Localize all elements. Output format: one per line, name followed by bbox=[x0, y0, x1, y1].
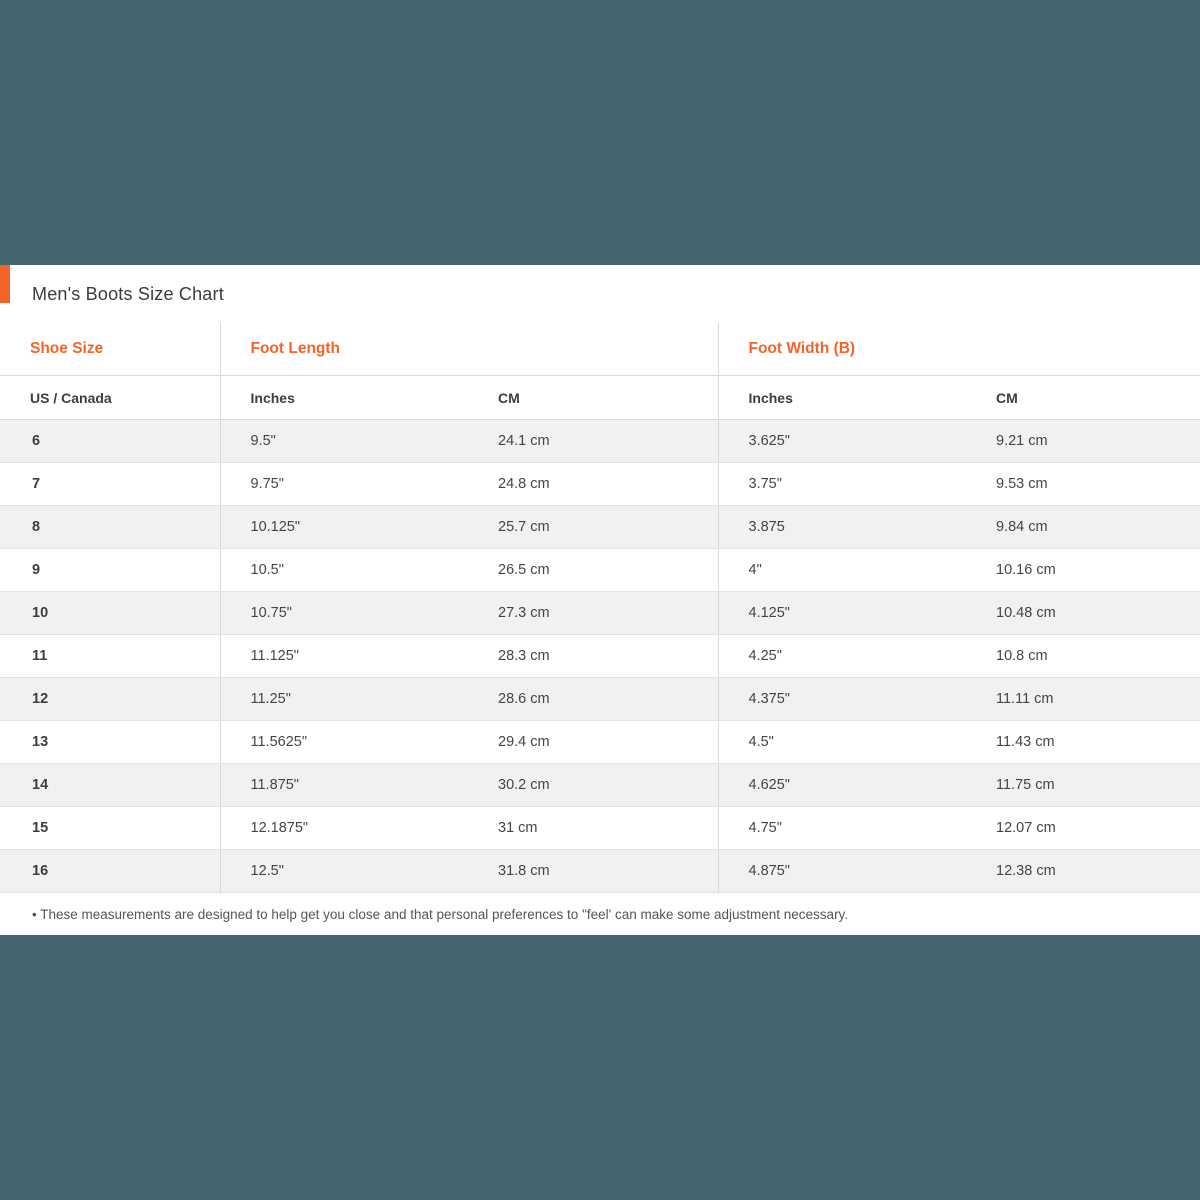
cell-length-inches: 10.125" bbox=[220, 506, 468, 549]
cell-length-cm: 31 cm bbox=[468, 807, 718, 850]
cell-length-inches: 11.5625" bbox=[220, 721, 468, 764]
table-row bbox=[0, 506, 1200, 549]
table-row bbox=[0, 678, 1200, 721]
table-row bbox=[0, 463, 1200, 506]
cell-width-inches: 4.625" bbox=[718, 764, 966, 807]
size-chart-panel bbox=[0, 265, 1200, 935]
table-row bbox=[0, 635, 1200, 678]
table-row bbox=[0, 807, 1200, 850]
cell-length-cm: 30.2 cm bbox=[468, 764, 718, 807]
cell-width-inches: 4.125" bbox=[718, 592, 966, 635]
table-row bbox=[0, 420, 1200, 463]
sub-header-length-inches: Inches bbox=[220, 376, 468, 420]
cell-length-inches: 10.75" bbox=[220, 592, 468, 635]
cell-length-inches: 12.1875" bbox=[220, 807, 468, 850]
cell-length-cm: 31.8 cm bbox=[468, 850, 718, 893]
cell-length-inches: 11.25" bbox=[220, 678, 468, 721]
table-group-header-row bbox=[0, 323, 1200, 376]
cell-length-cm: 24.8 cm bbox=[468, 463, 718, 506]
table-row bbox=[0, 764, 1200, 807]
cell-length-cm: 24.1 cm bbox=[468, 420, 718, 463]
cell-width-cm: 10.16 cm bbox=[966, 549, 1200, 592]
cell-shoe-size: 14 bbox=[0, 764, 220, 807]
group-header-foot-length: Foot Length bbox=[220, 323, 718, 376]
cell-width-cm: 10.48 cm bbox=[966, 592, 1200, 635]
cell-length-cm: 28.3 cm bbox=[468, 635, 718, 678]
cell-width-inches: 4.5" bbox=[718, 721, 966, 764]
cell-shoe-size: 9 bbox=[0, 549, 220, 592]
cell-length-cm: 27.3 cm bbox=[468, 592, 718, 635]
sub-header-us-canada: US / Canada bbox=[0, 376, 220, 420]
footnote: • These measurements are designed to help get you close and that personal preferences to "feel' can make some adjustment necessary. bbox=[32, 907, 849, 922]
cell-width-inches: 4.875" bbox=[718, 850, 966, 893]
cell-shoe-size: 6 bbox=[0, 420, 220, 463]
cell-length-inches: 9.5" bbox=[220, 420, 468, 463]
cell-length-inches: 9.75" bbox=[220, 463, 468, 506]
cell-length-inches: 11.125" bbox=[220, 635, 468, 678]
cell-width-cm: 10.8 cm bbox=[966, 635, 1200, 678]
table-row bbox=[0, 549, 1200, 592]
cell-width-inches: 4" bbox=[718, 549, 966, 592]
cell-length-inches: 12.5" bbox=[220, 850, 468, 893]
cell-length-cm: 25.7 cm bbox=[468, 506, 718, 549]
cell-length-cm: 29.4 cm bbox=[468, 721, 718, 764]
table-row bbox=[0, 721, 1200, 764]
cell-width-cm: 11.43 cm bbox=[966, 721, 1200, 764]
sub-header-width-cm: CM bbox=[966, 376, 1200, 420]
cell-length-inches: 10.5" bbox=[220, 549, 468, 592]
page-title: Men's Boots Size Chart bbox=[32, 283, 224, 304]
panel-title-row bbox=[0, 265, 1200, 323]
cell-length-cm: 28.6 cm bbox=[468, 678, 718, 721]
table-row bbox=[0, 850, 1200, 893]
cell-shoe-size: 13 bbox=[0, 721, 220, 764]
cell-width-cm: 9.21 cm bbox=[966, 420, 1200, 463]
cell-shoe-size: 16 bbox=[0, 850, 220, 893]
cell-width-cm: 9.53 cm bbox=[966, 463, 1200, 506]
cell-shoe-size: 15 bbox=[0, 807, 220, 850]
cell-width-cm: 12.07 cm bbox=[966, 807, 1200, 850]
cell-width-inches: 3.875 bbox=[718, 506, 966, 549]
cell-width-inches: 3.75" bbox=[718, 463, 966, 506]
group-header-foot-width: Foot Width (B) bbox=[718, 323, 1200, 376]
size-chart-table bbox=[0, 323, 1200, 893]
cell-width-inches: 4.75" bbox=[718, 807, 966, 850]
cell-shoe-size: 7 bbox=[0, 463, 220, 506]
cell-length-inches: 11.875" bbox=[220, 764, 468, 807]
table-row bbox=[0, 592, 1200, 635]
cell-width-cm: 11.75 cm bbox=[966, 764, 1200, 807]
accent-bar bbox=[0, 265, 10, 303]
cell-width-inches: 4.25" bbox=[718, 635, 966, 678]
cell-width-inches: 4.375" bbox=[718, 678, 966, 721]
sub-header-length-cm: CM bbox=[468, 376, 718, 420]
cell-width-cm: 11.11 cm bbox=[966, 678, 1200, 721]
cell-shoe-size: 12 bbox=[0, 678, 220, 721]
cell-width-cm: 12.38 cm bbox=[966, 850, 1200, 893]
group-header-shoe-size: Shoe Size bbox=[0, 323, 220, 376]
cell-shoe-size: 10 bbox=[0, 592, 220, 635]
cell-length-cm: 26.5 cm bbox=[468, 549, 718, 592]
cell-width-cm: 9.84 cm bbox=[966, 506, 1200, 549]
cell-width-inches: 3.625" bbox=[718, 420, 966, 463]
sub-header-width-inches: Inches bbox=[718, 376, 966, 420]
table-sub-header-row bbox=[0, 376, 1200, 420]
cell-shoe-size: 8 bbox=[0, 506, 220, 549]
cell-shoe-size: 11 bbox=[0, 635, 220, 678]
table-body bbox=[0, 420, 1200, 893]
